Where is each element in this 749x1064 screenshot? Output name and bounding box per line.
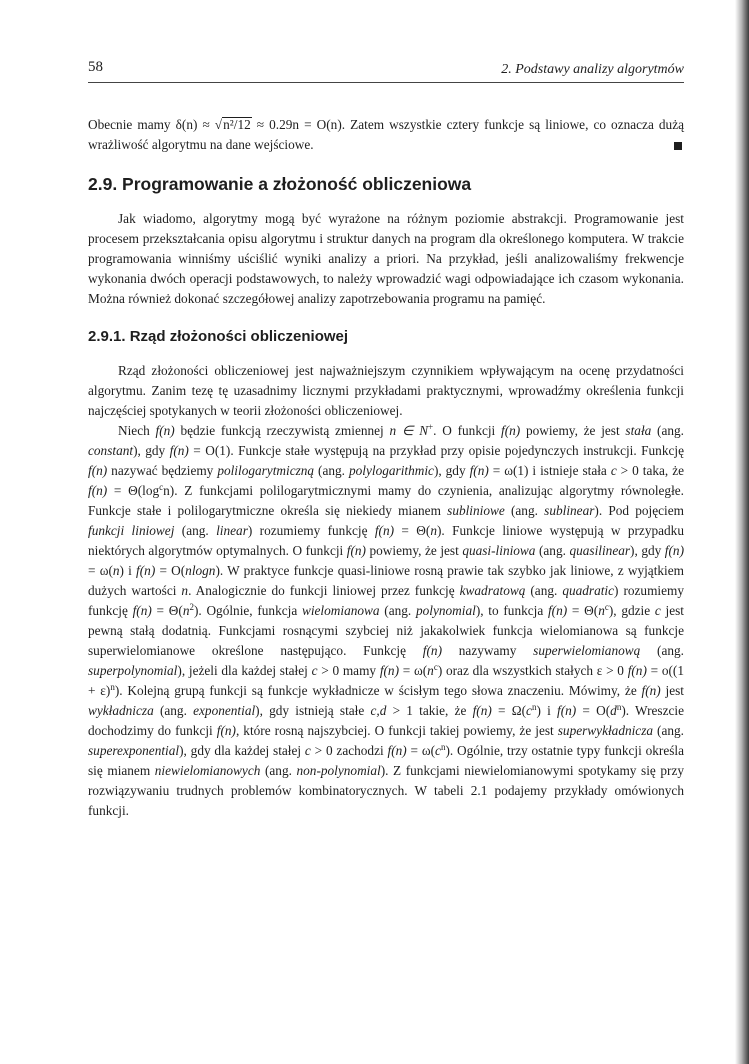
subsection-paragraph-1: Rząd złożoności obliczeniowej jest najważniejszym czynnikiem wpływającym na ocenę przydatności algorytmu. Zanim tezę tę uzasadnimy licznymi przykładami praktycznymi, wprowadźmy określenia funkcji najczęściej spotykanych w teorii złożoności obliczeniowej. xyxy=(88,363,684,418)
end-of-proof-square xyxy=(674,142,682,150)
sqrt-radicand: n²/12 xyxy=(223,117,251,132)
section-paragraph: Jak wiadomo, algorytmy mogą być wyrażone na różnym poziomie abstrakcji. Programowanie jest procesem przekształcania opisu algorytmu i struktur danych na program dla określonego komputera. W trakcie programowania winniśmy uściślić wyniki analizy a priori. Na przykład, jeśli analizowaliśmy frekwencje wykonania dwóch operacji podstawowych, to należy wprowadzić wagi odpowiadające ich czasom wykonania. Można również dokonać szczegółowej analizy zapotrzebowania programu na pamięć. xyxy=(88,211,684,306)
subsection-heading: 2.9.1. Rząd złożoności obliczeniowej xyxy=(88,328,349,345)
scan-edge-shadow xyxy=(735,0,749,1064)
subsection-paragraph-2: Niech f(n) będzie funkcją rzeczywistą zmiennej n ∈ N+. O funkcji f(n) powiemy, że jest stała (ang. constant), gdy f(n) = O(1). Funkcje stałe występują na przykład przy opisie pojedynczych instrukcji. Funkcję f(n) nazywać będziemy polilogarytmiczną (ang. polylogarithmic), gdy f(n) = ω(1) i istnieje stała c > 0 taka, że $f(n) = \Theta(\log^cn)$. Z funkcjami polilogarytmicznymi mamy do czynienia, analizując algorytmy równoległe. Funkcje stałe i polilogarytmiczne określa się niekiedy mianem subliniowe (ang. sublinear). Pod pojęciem funkcji liniowej (ang. linear) rozumiemy funkcję f(n) = Θ(n). Funkcje liniowe występują w przypadku niektórych algorytmów optymalnych. O funkcji f(n) powiemy, że jest quasi-liniowa (ang. quasilinear), gdy f(n) = ω(n) i f(n) = O(nlogn). W praktyce funkcje quasi-liniowe rosną prawie tak szybko jak liniowe, z wyjątkiem dużych wartości n. Analogicznie do funkcji liniowej przez funkcję kwadratową (ang. quadratic) rozumiemy funkcję $f(n) = \Theta(n^2)$. Ogólnie, funkcja wielomianowa (ang. polynomial), to funkcja $f(n) = \Theta(n^c)$, gdzie c jest pewną stałą dodatnią. Funkcjami rosnącymi szybciej niż jakakolwiek funkcja wielomianowa są funkcje superwielomianowe określone następująco. Funkcję f(n) nazywamy superwielomianową (ang. superpolynomial), jeżeli dla każdej stałej c > 0 mamy $f(n) = \omega(n^c)$ oraz dla wszystkich stałych ε > 0 $f(n) = o((1 + \varepsilon)^n)$. Kolejną grupą funkcji są funkcje wykładnicze w ścisłym tego słowa znaczeniu. Mówimy, że f(n) jest wykładnicza (ang. exponential), gdy istnieją stałe c,d > 1 takie, że $f(n) = \Omega(c^n)$ i $f(n) = O(d^n)$. Wreszcie dochodzimy do funkcji f(n), które rosną najszybciej. O funkcji takiej powiemy, że jest superwykładnicza (ang. superexponential), gdy dla każdej stałej c > 0 zachodzi $f(n) = \omega(c^n)$. Ogólnie, trzy ostatnie typy funkcji określa się mianem niewielomianowych (ang. non-polynomial). Z funkcjami niewielomianowymi spotykamy się przy rozwiązywaniu trudnych problemów kombinatorycznych. W tabeli 2.1 podajemy przykłady omówionych funkcji. xyxy=(88,422,685,818)
page-header xyxy=(88,56,684,83)
book-page xyxy=(88,56,684,821)
running-title: 2. Podstawy analizy algorytmów xyxy=(501,62,684,77)
intro-paragraph: Obecnie mamy δ(n) ≈ √n²/12 ≈ 0.29n = O(n). Zatem wszystkie cztery funkcje są liniowe, co oznacza dużą wrażliwość algorytmu na dane wejściowe. xyxy=(88,117,684,152)
section-heading: 2.9. Programowanie a złożoność obliczeniowa xyxy=(88,174,472,194)
intro-tail: ≈ 0.29n = O(n). Zatem wszystkie cztery funkcje są liniowe, co oznacza dużą wrażliwość algorytmu na dane wejściowe. xyxy=(88,117,684,152)
intro-lead: Obecnie mamy δ(n) ≈ xyxy=(88,117,215,132)
page-number: 58 xyxy=(88,59,103,75)
